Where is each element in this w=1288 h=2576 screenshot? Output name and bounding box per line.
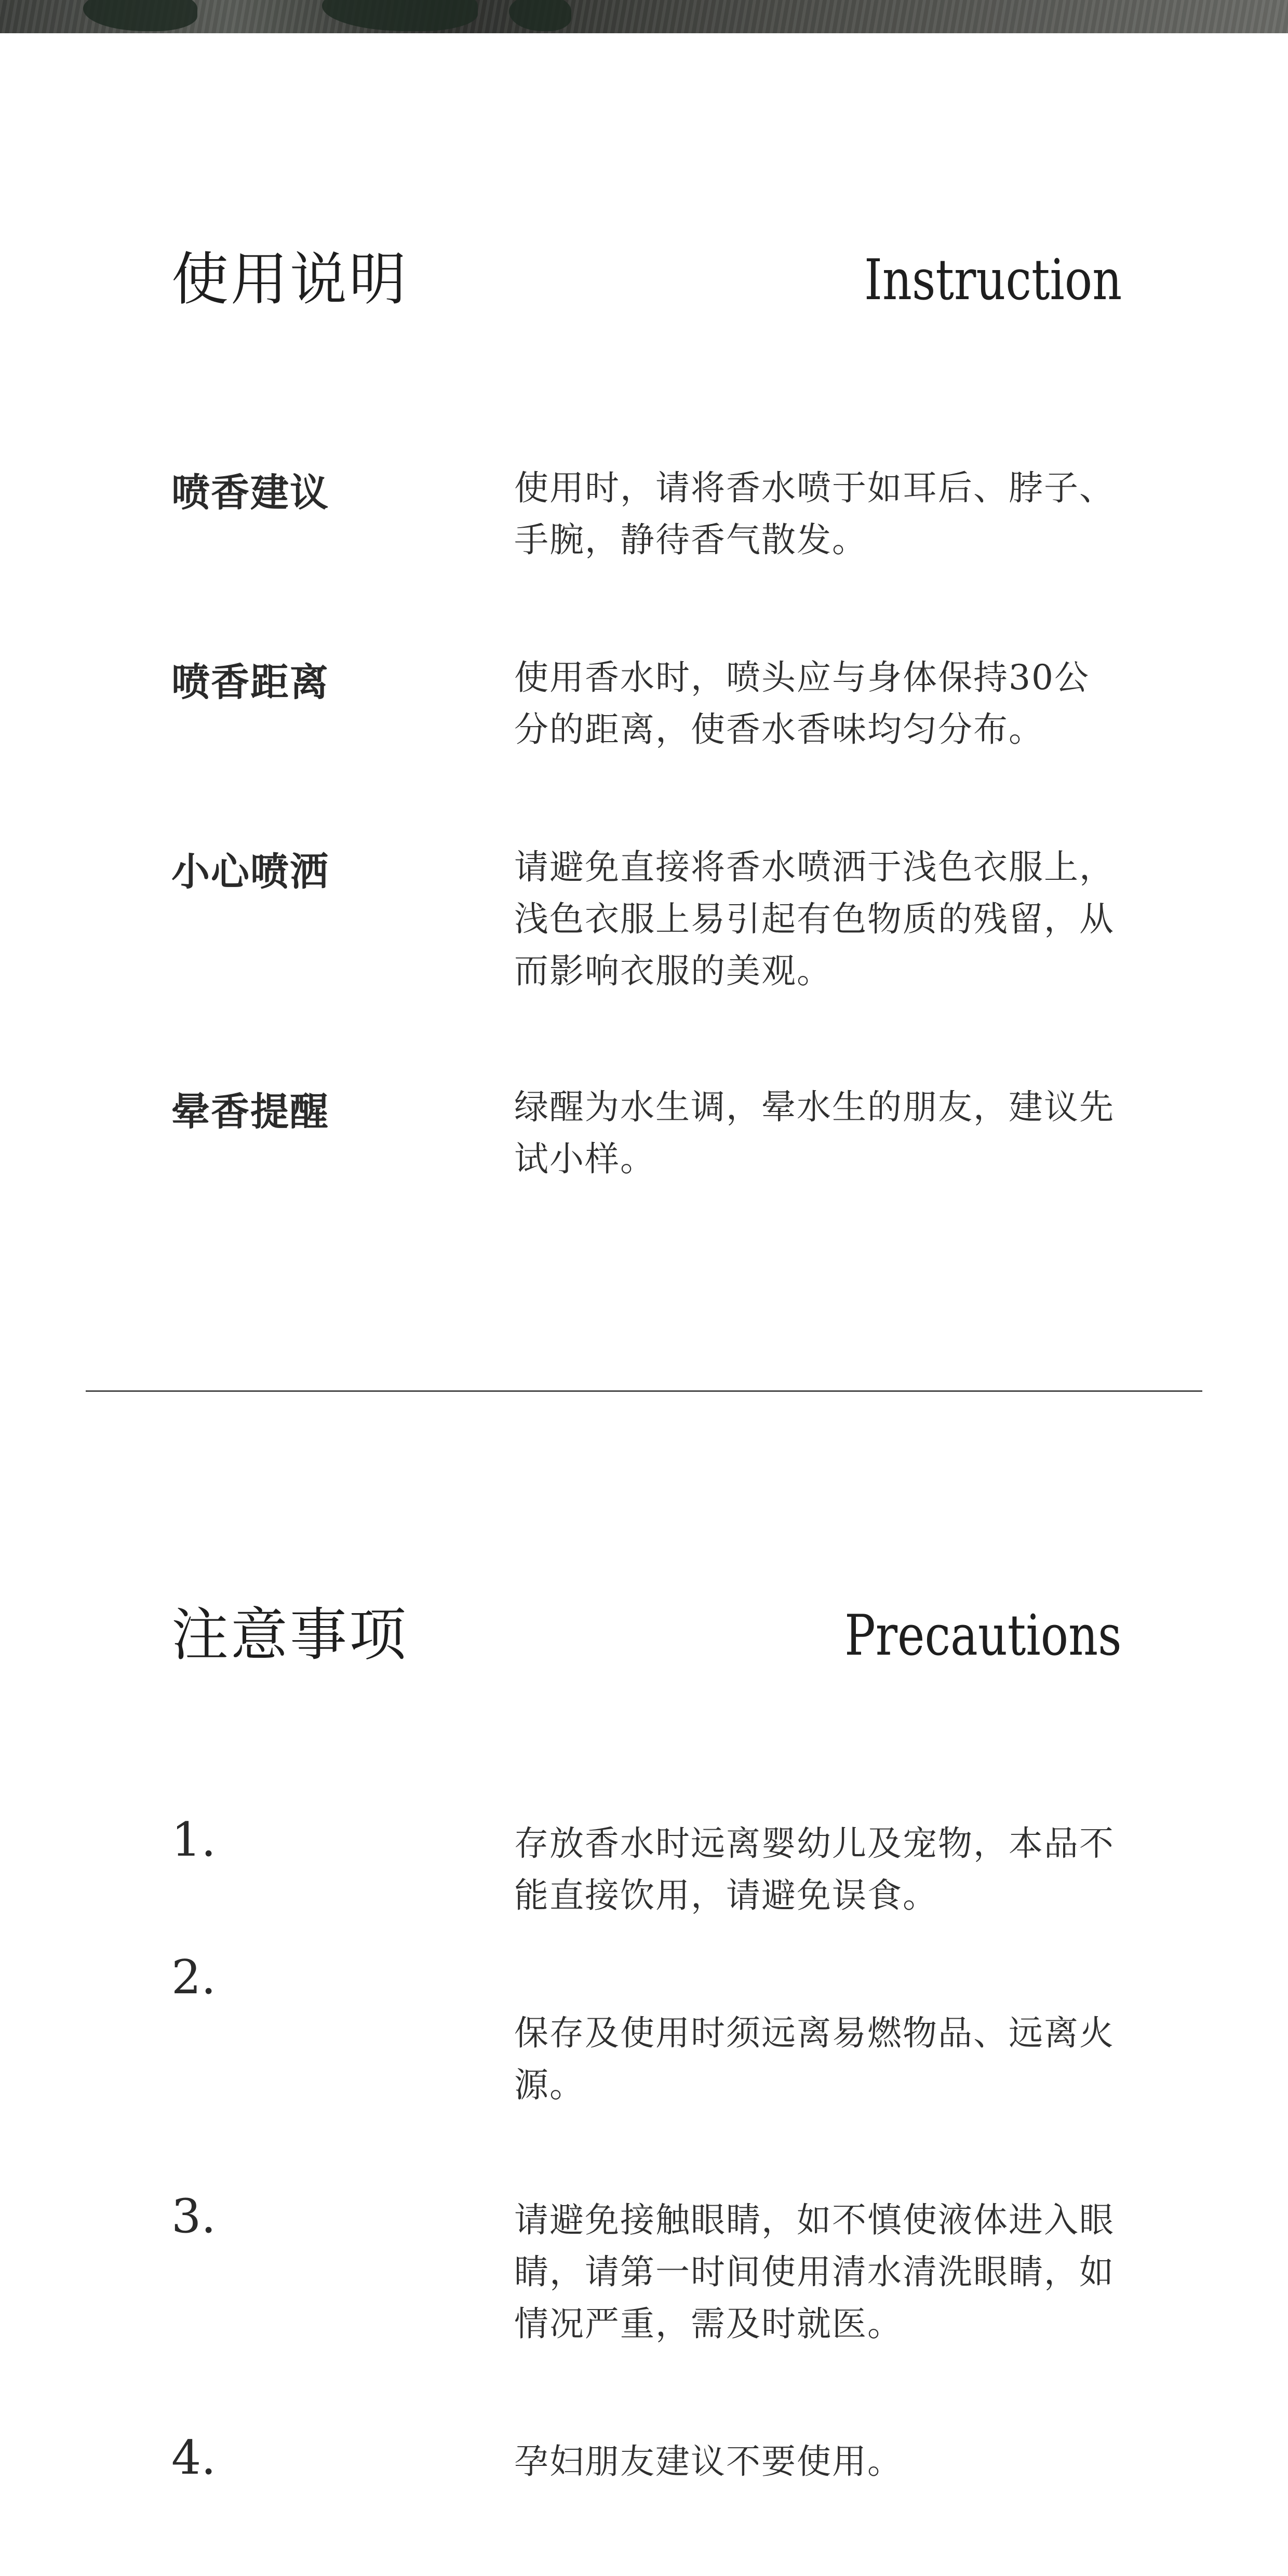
instruction-item-text: 绿醒为水生调，晕水生的朋友，建议先试小样。	[514, 1087, 1115, 1179]
precaution-item-text: 孕妇朋友建议不要使用。	[514, 2441, 903, 2481]
precaution-item-text: 请避免接触眼睛，如不慎使液体进入眼睛，请第一时间使用清水清洗眼睛，如情况严重，需及时就医。	[514, 2200, 1115, 2344]
precaution-item-number: 1.	[171, 1813, 216, 1867]
precautions-header	[171, 1589, 1122, 1671]
instruction-item-text: 使用香水时，喷头应与身体保持30公分的距离，使香水香味均匀分布。	[514, 658, 1090, 749]
header-photo-strip	[0, 0, 1288, 33]
instruction-item-label: 晕香提醒	[171, 1090, 329, 1134]
precaution-item-number: 2.	[171, 1950, 216, 2005]
instruction-item-label: 喷香建议	[171, 471, 329, 515]
precaution-item-text: 保存及使用时须远离易燃物品、远离火源。	[514, 2013, 1115, 2105]
instruction-item-label: 喷香距离	[171, 660, 329, 705]
instruction-title-en: Instruction	[864, 248, 1122, 313]
instruction-header	[171, 234, 1122, 316]
section-divider	[86, 1390, 1202, 1392]
precaution-item-text: 存放香水时远离婴幼儿及宠物，本品不能直接饮用，请避免误食。	[514, 1823, 1115, 1915]
instruction-item-text: 请避免直接将香水喷洒于浅色衣服上，浅色衣服上易引起有色物质的残留，从而影响衣服的美观。	[514, 847, 1115, 991]
instruction-item-text: 使用时，请将香水喷于如耳后、脖子、手腕，静待香气散发。	[514, 468, 1115, 560]
instruction-item-label: 小心喷洒	[171, 850, 329, 894]
instruction-title-cn: 使用说明	[171, 246, 408, 313]
precaution-item-number: 4.	[171, 2431, 216, 2485]
precaution-item-number: 3.	[171, 2189, 216, 2244]
precautions-title-cn: 注意事项	[171, 1602, 408, 1668]
precautions-title-en: Precautions	[844, 1603, 1122, 1668]
